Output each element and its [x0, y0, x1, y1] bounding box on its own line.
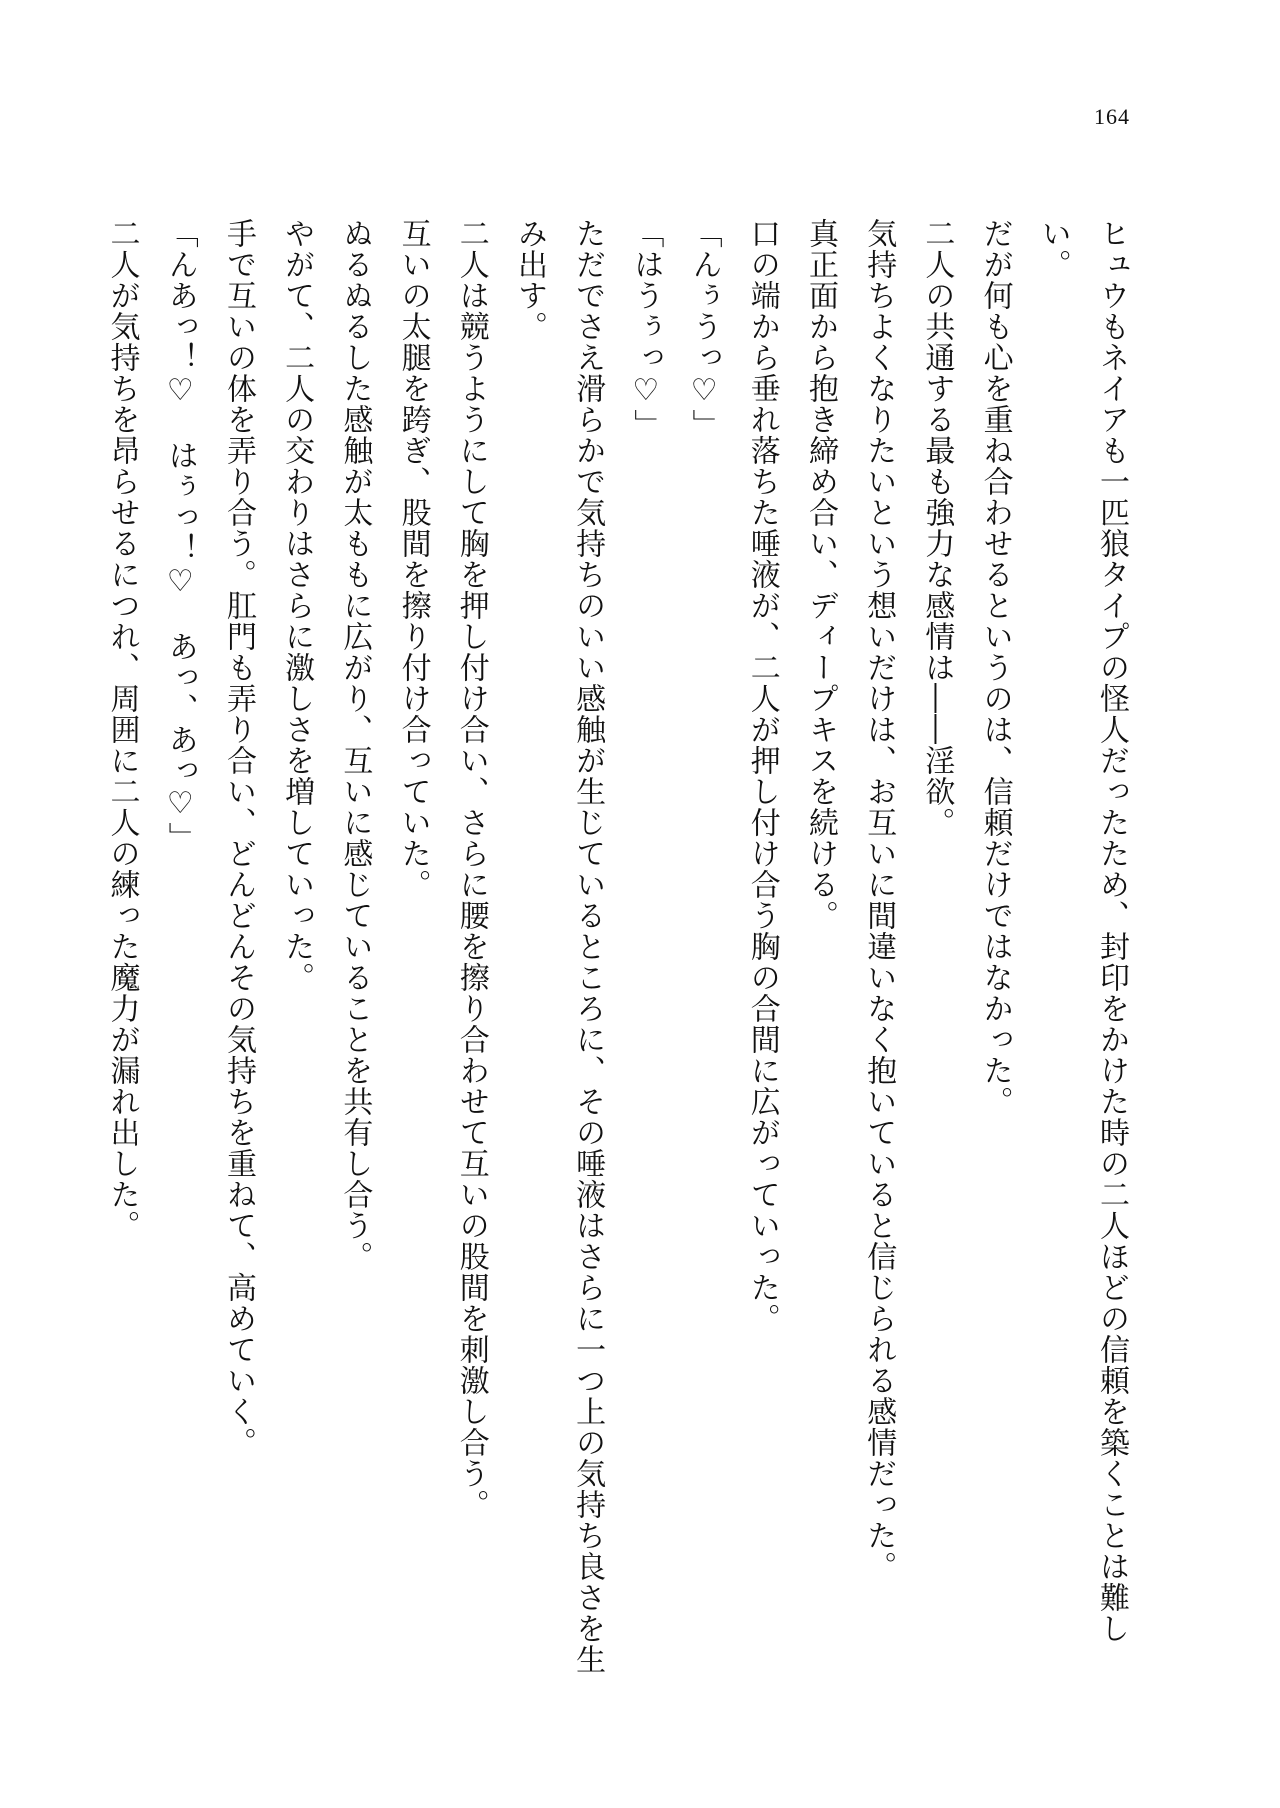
page-number: 164 [1094, 104, 1130, 129]
text-line: ただでさえ滑らかで気持ちのいい感触が生じているところに、その唾液はさらに一つ上の気持ち良さを生み出す。 [511, 218, 606, 1675]
text-line: ぬるぬるした感触が太ももに広がり、互いに感じていることを共有し合う。 [337, 218, 373, 1272]
text-line: ヒュウもネイアも一匹狼タイプの怪人だったため、封印をかけた時の二人ほどの信頼を築くことは難しい。 [1035, 218, 1129, 1644]
text-line: 二人が気持ちを昂らせるにつれ、周囲に二人の練った魔力が漏れ出した。 [104, 218, 140, 1241]
text-line: やがて、二人の交わりはさらに激しさを増していった。 [279, 218, 315, 993]
text-line: 二人は競うようにして胸を押し付け合い、さらに腰を擦り合わせて互いの股間を刺激し合う。 [453, 218, 489, 1520]
text-line: 気持ちよくなりたいという想いだけは、お互いに間違いなく抱いていると信じられる感情だった。 [861, 218, 897, 1582]
vertical-text-body [104, 218, 1140, 1698]
text-line: 互いの太腿を跨ぎ、股間を擦り付け合っていた。 [395, 218, 431, 900]
text-line: だが何も心を重ね合わせるというのは、信頼だけではなかった。 [977, 218, 1013, 1117]
dialogue-line: 「はうぅっ♡」 [628, 218, 664, 440]
text-line: 真正面から抱き締め合い、ディープキスを続ける。 [802, 218, 838, 931]
text-line: 口の端から垂れ落ちた唾液が、二人が押し付け合う胸の合間に広がっていった。 [744, 218, 780, 1334]
text-line: 二人の共通する最も強力な感情は――淫欲。 [919, 218, 955, 838]
dialogue-line: 「んぅうっ♡」 [686, 218, 722, 440]
dialogue-line: 「んあっ！♡ はぅっ！♡ あっ、あっ♡」 [162, 218, 198, 853]
text-line: 手で互いの体を弄り合う。肛門も弄り合い、どんどんその気持ちを重ねて、高めていく。 [220, 218, 256, 1458]
